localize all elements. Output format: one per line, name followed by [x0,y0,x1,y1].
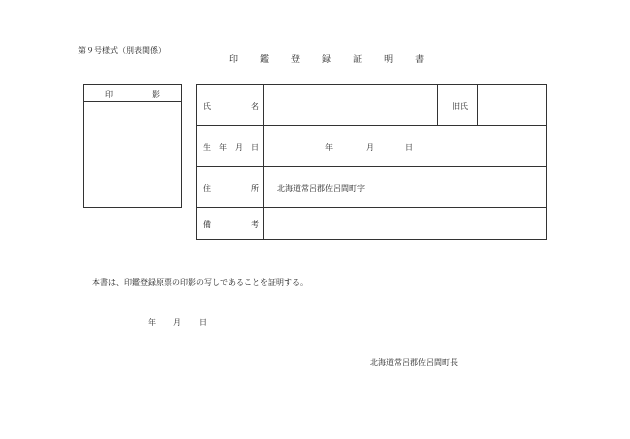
seal-box-header [84,85,181,102]
birth-label-4: 日 [251,143,259,152]
seal-label-right: 影 [152,90,160,99]
title-char: 鑑 [260,55,270,65]
address-row [197,167,546,208]
birth-label-3: 月 [235,143,243,152]
former-surname-label: 旧氏 [452,102,468,111]
former-name-divider [437,85,438,125]
remarks-label-b: 考 [251,220,259,229]
title-char: 登 [291,55,301,65]
title-char: 明 [384,55,394,65]
title-char: 録 [322,55,332,65]
certification-statement: 本書は、印鑑登録原票の印影の写しであることを証明する。 [92,278,308,287]
remarks-row [197,208,546,239]
issuer-name: 北海道常呂郡佐呂間町長 [370,358,458,367]
issue-date-year: 年 [148,318,156,327]
remarks-label-a: 備 [203,220,211,229]
issue-date-month: 月 [173,318,181,327]
address-label-b: 所 [251,184,259,193]
former-surname-divider [477,85,478,125]
seal-impression-box [83,84,182,208]
birth-label-2: 年 [219,143,227,152]
address-label-a: 住 [203,184,211,193]
birth-label-1: 生 [203,143,211,152]
birthdate-row [197,126,546,167]
form-number: 第９号様式（別表関係） [78,46,166,55]
title-char: 印 [229,55,239,65]
title-char: 書 [415,55,425,65]
issue-date-day: 日 [199,318,207,327]
name-label-a: 氏 [203,102,211,111]
birth-day-unit: 日 [405,143,413,152]
name-row [197,85,546,126]
address-value: 北海道常呂郡佐呂間町字 [277,184,365,193]
birth-month-unit: 月 [366,143,374,152]
registrant-table [196,84,547,240]
seal-label-left: 印 [105,90,113,99]
title-char: 証 [353,55,363,65]
name-label-b: 名 [251,102,259,111]
document-title [229,52,424,65]
birth-year-unit: 年 [325,143,333,152]
